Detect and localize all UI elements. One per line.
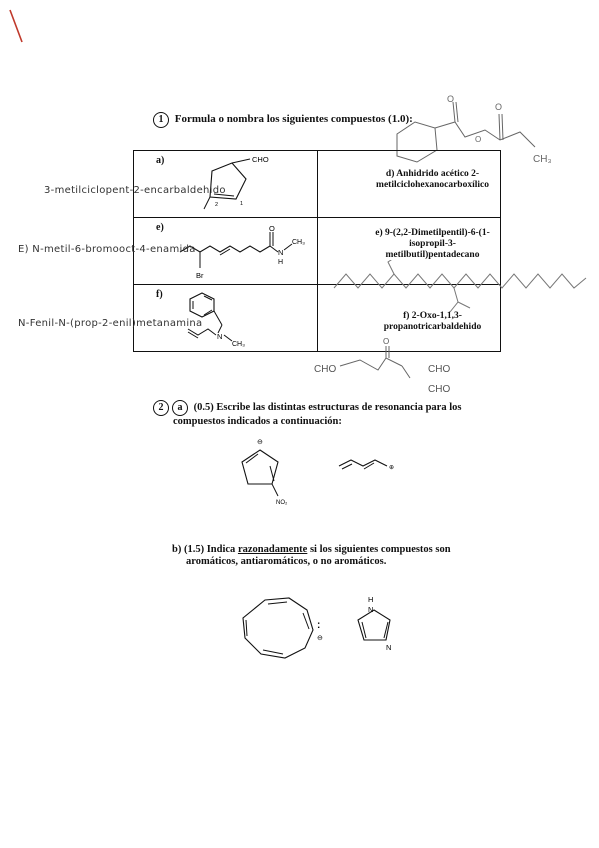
cell-e-right-label: e)	[375, 228, 383, 238]
question-2a-text-line1: (0.5) Escribe las distintas estructuras de resonancia para los	[193, 402, 462, 413]
amide-nitrogen-e: N	[278, 248, 284, 257]
carbonyl-oxygen-e: O	[269, 224, 275, 233]
cell-d	[317, 151, 501, 218]
handwritten-tricarbaldehyde-sketch	[310, 336, 480, 398]
cell-f-right-line1: 2-Oxo-1,1,3-	[411, 311, 462, 321]
handwritten-answer-a: 3-metilciclopent-2-encarbaldehido	[44, 185, 226, 196]
cell-f-right-line2: propanotricarbaldehido	[383, 322, 482, 332]
anhydride-oxygen-1: O	[447, 94, 455, 104]
question-2b-text-line2: aromáticos, antiaromáticos, o no aromáticos.	[186, 556, 387, 567]
lone-pair-colon: :	[317, 620, 321, 631]
handwritten-answer-f: N-Fenil-N-(prop-2-enil)metanamina	[18, 318, 203, 329]
methyl-e: CH₃	[292, 239, 305, 246]
anhydride-oxygen-2: O	[495, 102, 503, 112]
cell-e-right-name	[348, 228, 518, 261]
cell-a-label: a)	[156, 155, 165, 166]
red-pen-mark	[0, 0, 40, 50]
question-1-heading	[153, 112, 413, 128]
question-2b-text-pre: (1.5) Indica	[183, 544, 238, 555]
cell-d-name	[358, 169, 508, 191]
cell-e-label: e)	[156, 222, 164, 233]
question-2b-label: b)	[172, 544, 182, 555]
cyclononatetraenyl-anion-structure	[235, 592, 335, 666]
cell-f-label: f)	[156, 289, 163, 300]
cation-charge-2a: ⊕	[389, 465, 395, 471]
question-2-number: 2	[153, 400, 169, 416]
cyclopentene-structure	[174, 153, 304, 215]
imidazole-nh-hydrogen: H	[368, 595, 374, 604]
cell-a	[134, 151, 318, 218]
handwritten-pentadecane-sketch	[330, 260, 595, 320]
question-1-number: 1	[153, 112, 169, 128]
anhydride-ch3: CH₃	[533, 154, 552, 165]
amide-hydrogen-e: H	[278, 259, 284, 266]
question-2a-text-line2: compuestos indicados a continuación:	[173, 416, 342, 427]
carbon-1-label: 1	[240, 201, 244, 207]
bromine-e: Br	[196, 271, 204, 280]
question-2b-underlined-word: razonadamente	[237, 544, 308, 555]
handwritten-cho-2: CHO	[428, 364, 451, 375]
cell-e-right-line1: 9-(2,2-Dimetilpentil)-6-(1-	[385, 228, 490, 238]
carbon-2-label: 2	[215, 202, 219, 208]
nitro-group-label: NO₂	[276, 500, 288, 506]
handwritten-cho-1: CHO	[314, 364, 337, 375]
amine-nitrogen-f: N	[217, 332, 223, 341]
anion-charge-2a: ⊖	[257, 439, 263, 446]
cell-d-label: d)	[385, 169, 395, 179]
cho-group-a: CHO	[252, 155, 269, 164]
question-2b-block	[172, 544, 512, 568]
question-2b-text-post: si los siguientes compuestos son	[307, 544, 451, 555]
imidazole-structure	[350, 592, 410, 662]
question-2a-label: a	[172, 400, 188, 416]
anhydride-oxygen-3: O	[475, 135, 482, 144]
cell-f-right-label: f)	[403, 311, 410, 321]
imidazole-nitrogen-top: N	[368, 605, 374, 614]
question-2a-block	[153, 400, 503, 428]
cell-d-text-line2: metilciclohexanocarboxílico	[376, 180, 489, 190]
pentadienyl-cation-structure	[335, 452, 415, 480]
cell-e-right-line3: metilbutil)pentadecano	[385, 250, 480, 260]
cell-d-text-line1: Anhidrido acético 2-	[396, 169, 480, 179]
handwritten-answer-e: E) N-metil-6-bromooct-4-enamida	[18, 244, 196, 255]
methyl-f: CH₃	[232, 341, 245, 348]
handwritten-cho-3: CHO	[428, 384, 451, 395]
handwritten-oxo-o: O	[383, 337, 390, 346]
imidazole-nitrogen-bottom: N	[386, 643, 392, 652]
cell-e-right-line2: isopropil-3-	[409, 239, 456, 249]
anion-charge-2b: ⊖	[317, 635, 323, 642]
question-1-title: Formula o nombra los siguientes compuestos (1.0):	[174, 113, 413, 125]
nitro-cyclopentadienyl-structure	[230, 432, 310, 512]
